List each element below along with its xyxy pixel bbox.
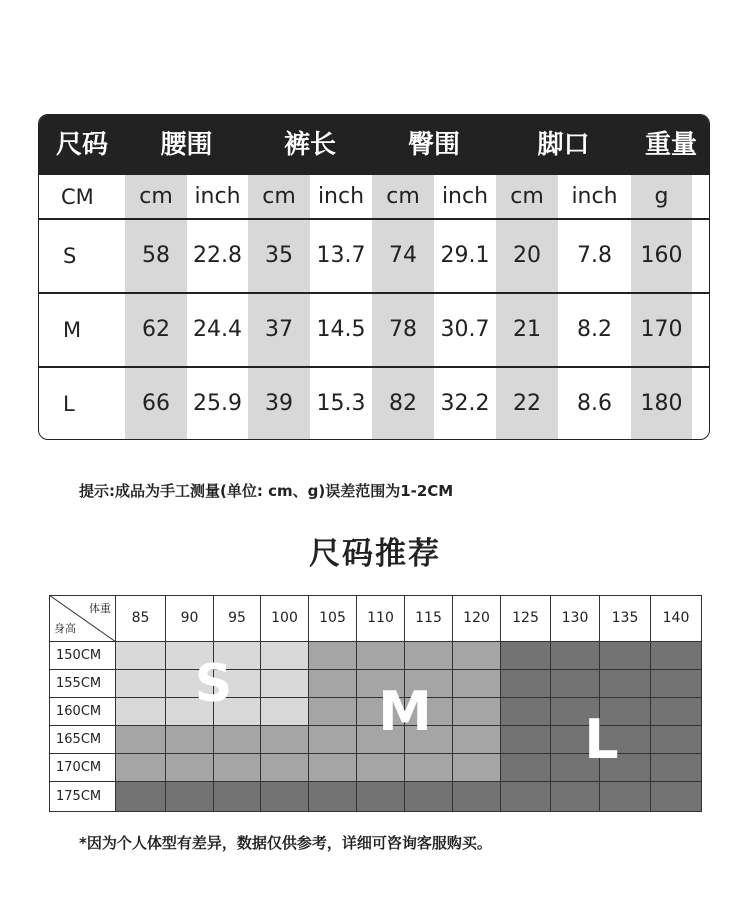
header-2: 裤长 <box>283 130 336 160</box>
zone-label-L: L <box>584 708 619 771</box>
header-5: 重量 <box>644 130 697 160</box>
weight-header-cell <box>214 595 261 642</box>
corner-weight-label: 体重 <box>89 602 111 615</box>
size-value-cell: 15.3 <box>316 391 366 416</box>
grid-cell-M <box>453 642 501 670</box>
unit-cell: inch <box>194 184 241 209</box>
height-header-cell <box>49 754 116 782</box>
unit-cell: cm <box>386 184 420 209</box>
header-3: 臀围 <box>407 130 460 160</box>
grid-cell-S <box>261 698 309 726</box>
size-recommend-grid <box>49 595 702 812</box>
weight-header-cell <box>501 595 551 642</box>
weight-label: 105 <box>319 610 346 626</box>
grid-cell-L <box>357 782 405 812</box>
unit-row-label: CM <box>61 185 94 209</box>
grid-cell-M <box>405 642 453 670</box>
grid-cell-M <box>261 754 309 782</box>
unit-cell: inch <box>317 184 365 209</box>
grid-cell-L <box>600 642 651 670</box>
height-header-cell <box>49 782 116 812</box>
corner-cell <box>49 595 116 642</box>
grid-cell-L <box>501 670 551 698</box>
grid-cell-S <box>261 670 309 698</box>
unit-cell: g <box>654 184 669 209</box>
corner-height-label: 身高 <box>54 622 76 635</box>
grid-cell-L <box>405 782 453 812</box>
grid-cell-L <box>501 782 551 812</box>
weight-header-cell <box>600 595 651 642</box>
weight-header-cell <box>357 595 405 642</box>
grid-cell-M <box>309 642 357 670</box>
weight-label: 140 <box>662 610 690 626</box>
grid-cell-L <box>600 670 651 698</box>
size-value-cell: 35 <box>265 243 293 268</box>
height-label: 165CM <box>56 732 102 747</box>
grid-cell-S <box>116 698 166 726</box>
grid-cell-L <box>551 670 600 698</box>
disclaimer-note: *因为个人体型有差异，数据仅供参考，详细可咨询客服购买。 <box>79 834 492 852</box>
size-value-cell: 30.7 <box>440 317 490 342</box>
grid-cell-M <box>357 642 405 670</box>
unit-cell: inch <box>441 184 489 209</box>
size-value-cell: 8.2 <box>577 317 612 342</box>
recommend-title: 尺码推荐 <box>309 536 441 572</box>
size-value-cell: 78 <box>389 317 417 342</box>
height-header-cell <box>49 698 116 726</box>
size-value-cell: 58 <box>142 243 170 268</box>
grid-cell-L <box>116 782 166 812</box>
grid-cell-L <box>214 782 261 812</box>
size-value-cell: 20 <box>513 243 541 268</box>
height-header-cell <box>49 670 116 698</box>
grid-cell-S <box>116 670 166 698</box>
weight-header-cell <box>651 595 702 642</box>
weight-header-cell <box>261 595 309 642</box>
size-value-cell: 37 <box>265 317 293 342</box>
grid-cell-M <box>357 754 405 782</box>
weight-header-cell <box>116 595 166 642</box>
grid-cell-S <box>116 642 166 670</box>
weight-label: 120 <box>463 610 490 626</box>
weight-header-cell <box>551 595 600 642</box>
weight-label: 90 <box>180 610 199 626</box>
height-label: 160CM <box>56 704 102 719</box>
header-0: 尺码 <box>55 130 108 160</box>
grid-cell-L <box>600 782 651 812</box>
weight-label: 135 <box>611 610 639 626</box>
size-label: M <box>63 318 82 342</box>
grid-cell-L <box>309 782 357 812</box>
grid-cell-M <box>214 726 261 754</box>
grid-cell-M <box>214 754 261 782</box>
height-header-cell <box>49 726 116 754</box>
unit-cell: cm <box>510 184 544 209</box>
size-label: L <box>63 392 75 416</box>
zone-label-S: S <box>194 654 233 714</box>
zone-label-M: M <box>378 680 432 743</box>
grid-cell-M <box>166 754 214 782</box>
unit-cell: cm <box>139 184 173 209</box>
size-value-cell: 22 <box>513 391 541 416</box>
size-value-cell: 74 <box>389 243 417 268</box>
measurement-tip: 提示:成品为手工测量(单位: cm、g)误差范围为1-2CM <box>79 482 454 500</box>
height-header-cell <box>49 642 116 670</box>
grid-cell-M <box>453 754 501 782</box>
size-value-cell: 22.8 <box>193 243 242 268</box>
weight-header-cell <box>405 595 453 642</box>
grid-cell-M <box>309 754 357 782</box>
weight-label: 95 <box>228 610 246 626</box>
size-value-cell: 160 <box>640 243 683 268</box>
weight-label: 85 <box>131 610 150 626</box>
grid-cell-M <box>116 726 166 754</box>
weight-header-cell <box>309 595 357 642</box>
header-1: 腰围 <box>160 130 213 160</box>
weight-header-cell <box>166 595 214 642</box>
grid-cell-S <box>261 642 309 670</box>
size-value-cell: 66 <box>142 391 170 416</box>
grid-cell-L <box>551 642 600 670</box>
size-value-cell: 8.6 <box>577 391 612 416</box>
height-label: 150CM <box>56 648 102 663</box>
weight-header-cell <box>453 595 501 642</box>
grid-cell-L <box>166 782 214 812</box>
grid-cell-L <box>551 782 600 812</box>
size-value-cell: 24.4 <box>193 317 242 342</box>
grid-cell-L <box>651 670 702 698</box>
size-value-cell: 21 <box>513 317 541 342</box>
weight-label: 130 <box>561 610 589 626</box>
size-table <box>38 114 710 440</box>
grid-cell-M <box>261 726 309 754</box>
grid-cell-L <box>453 782 501 812</box>
grid-cell-L <box>651 642 702 670</box>
size-value-cell: 62 <box>142 317 170 342</box>
grid-cell-L <box>651 782 702 812</box>
unit-cell: inch <box>571 184 618 209</box>
size-value-cell: 29.1 <box>440 243 490 268</box>
weight-label: 115 <box>415 610 442 626</box>
height-label: 175CM <box>56 789 102 804</box>
size-value-cell: 13.7 <box>316 243 366 268</box>
grid-cell-L <box>501 642 551 670</box>
grid-cell-M <box>405 754 453 782</box>
size-value-cell: 32.2 <box>440 391 490 416</box>
height-label: 155CM <box>56 676 102 691</box>
weight-label: 125 <box>512 610 539 626</box>
size-value-cell: 180 <box>640 391 683 416</box>
size-value-cell: 39 <box>265 391 293 416</box>
grid-cell-M <box>116 754 166 782</box>
grid-cell-L <box>261 782 309 812</box>
size-value-cell: 25.9 <box>193 391 242 416</box>
grid-cell-M <box>166 726 214 754</box>
unit-cell: cm <box>262 184 296 209</box>
size-value-cell: 7.8 <box>577 243 612 268</box>
size-label: S <box>63 244 77 268</box>
weight-label: 100 <box>271 610 298 626</box>
height-label: 170CM <box>56 760 102 775</box>
header-4: 脚口 <box>537 130 590 160</box>
size-value-cell: 170 <box>640 317 683 342</box>
size-value-cell: 82 <box>389 391 417 416</box>
weight-label: 110 <box>367 610 394 626</box>
size-value-cell: 14.5 <box>316 317 366 342</box>
